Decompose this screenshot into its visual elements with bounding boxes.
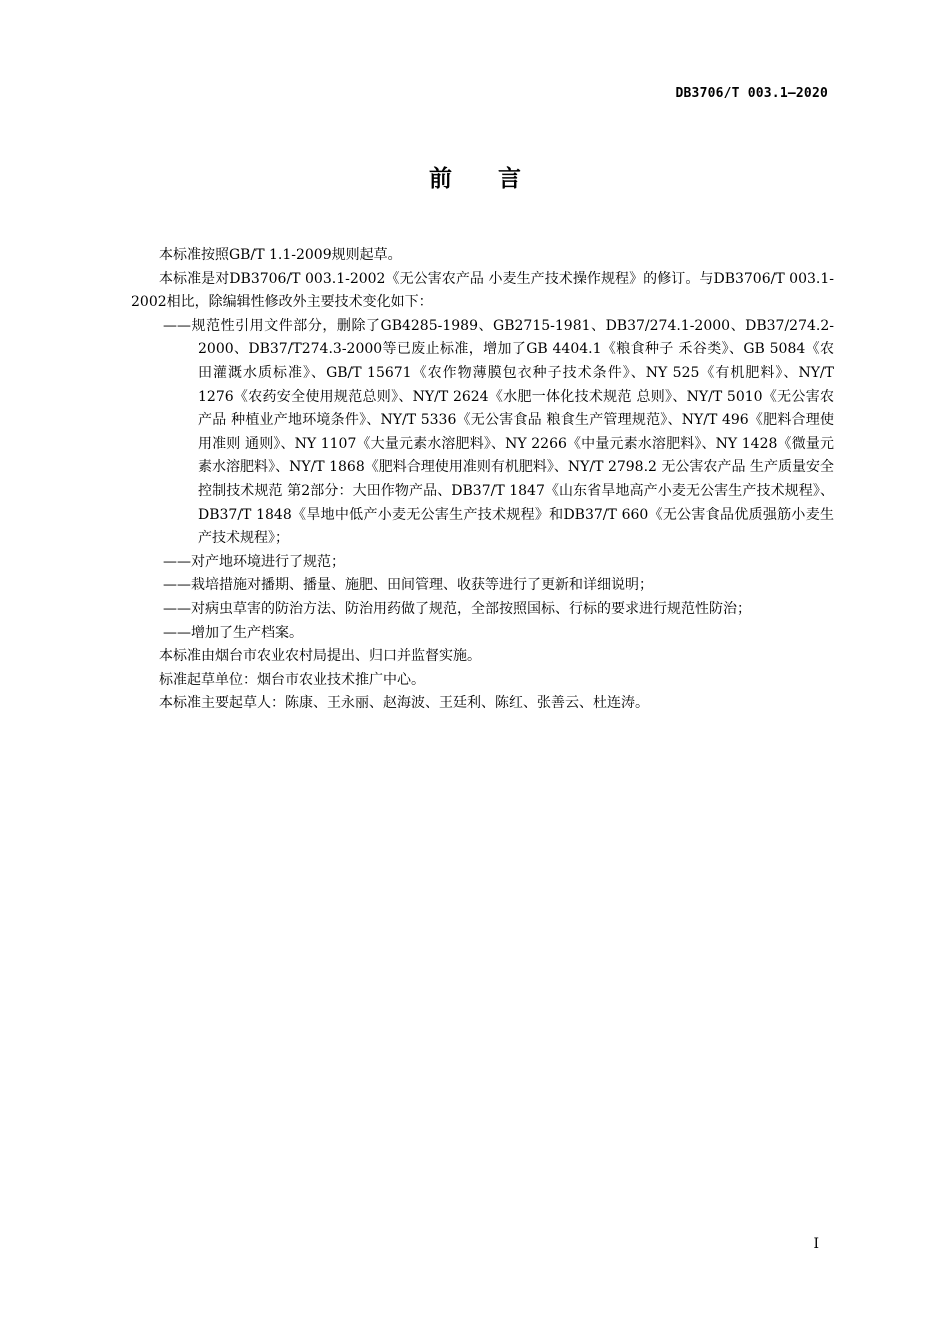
change-item-pest-control: ——对病虫草害的防治方法、防治用药做了规范，全部按照国标、行标的要求进行规范性防治； <box>163 600 751 617</box>
change-item-cultivation: ——栽培措施对播期、播量、施肥、田间管理、收获等进行了更新和详细说明； <box>163 577 653 594</box>
foreword-body <box>131 244 834 716</box>
paragraph-drafters: 本标准主要起草人：陈康、王永丽、赵海波、王廷利、陈红、张善云、杜连涛。 <box>159 695 649 712</box>
paragraph-proposer: 本标准由烟台市农业农村局提出、归口并监督实施。 <box>159 648 481 665</box>
paragraph-drafting-rule: 本标准按照GB/T 1.1-2009规则起草。 <box>159 247 402 263</box>
page-title: 前言 <box>429 166 567 192</box>
paragraph-drafting-unit: 标准起草单位：烟台市农业技术推广中心。 <box>159 671 425 688</box>
paragraph-revision-note: 本标准是对DB3706/T 003.1-2002《无公害农产品 小麦生产技术操作规程》的修订。与DB3706/T 003.1-2002相比，除编辑性修改外主要技术变化如下： <box>131 270 834 311</box>
change-item-records: ——增加了生产档案。 <box>163 624 303 641</box>
page-number: I <box>813 1236 819 1252</box>
document-code: DB3706/T 003.1—2020 <box>675 86 828 101</box>
change-item-references: ——规范性引用文件部分，删除了GB4285-1989、GB2715-1981、DB37/274.1-2000、DB37/274.2-2000、DB37/T274.3-2000等已废止标准，增加了GB 4404.1《粮食种子 禾谷类》、GB 5084《农田灌溉水质标准》、GB/T 15671《农作物薄膜包衣种子技术条件》、NY 525《有机肥料》、NY/T 1276《农药安全使用规范总则》、NY/T 2624《水肥一体化技术规范 总则》、NY/T 5010《无公害农产品 种植业产地环境条件》、NY/T 5336《无公害食品 粮食生产管理规范》、NY/T 496《肥料合理使用准则 通则》、NY 1107《大量元素水溶肥料》、NY 2266《中量元素水溶肥料》、NY 1428《微量元素水溶肥料》、NY/T 1868《肥料合理使用准则有机肥料》、NY/T 2798.2 无公害农产品 生产质量安全控制技术规范 第2部分：大田作物产品、DB37/T 1847《山东省旱地高产小麦无公害生产技术规程》、DB37/T 1848《旱地中低产小麦无公害生产技术规程》和DB37/T 660《无公害食品优质强筋小麦生产技术规程》； <box>163 317 834 547</box>
change-item-environment: ——对产地环境进行了规范； <box>163 553 345 570</box>
